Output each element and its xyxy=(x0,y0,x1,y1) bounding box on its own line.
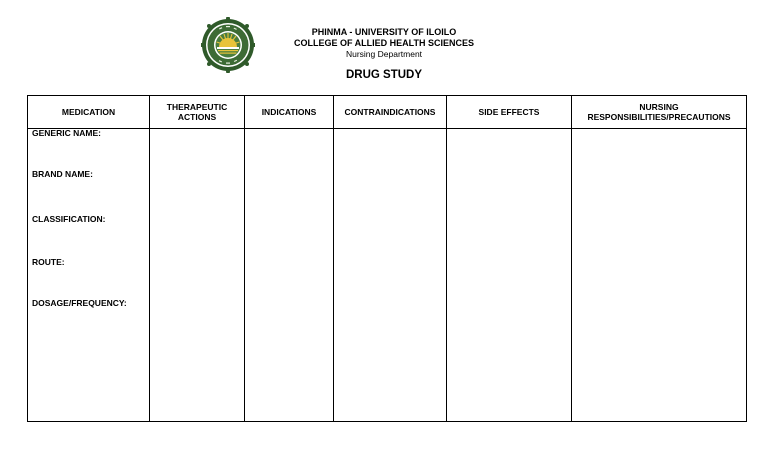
page-title: DRUG STUDY xyxy=(345,69,423,81)
column-header-indications: INDICATIONS xyxy=(245,96,334,129)
generic-name-label: GENERIC NAME: xyxy=(32,128,101,138)
therapeutic-actions-label: THERAPEUTIC ACTIONS xyxy=(166,102,228,122)
column-header-side-effects: SIDE EFFECTS xyxy=(447,96,572,129)
document-header xyxy=(284,27,484,60)
table-row xyxy=(28,129,747,422)
column-header-nursing-responsibilities xyxy=(572,96,747,129)
side-effects-cell[interactable] xyxy=(447,129,572,422)
route-label: ROUTE: xyxy=(32,257,65,267)
medication-cell[interactable] xyxy=(28,129,150,422)
column-header-contraindications: CONTRAINDICATIONS xyxy=(334,96,447,129)
column-header-medication: MEDICATION xyxy=(28,96,150,129)
table-header-row xyxy=(28,96,747,129)
column-header-therapeutic-actions xyxy=(150,96,245,129)
nursing-responsibilities-label: NURSING RESPONSIBILITIES/PRECAUTIONS xyxy=(587,102,731,122)
classification-label: CLASSIFICATION: xyxy=(32,214,106,224)
therapeutic-actions-cell[interactable] xyxy=(150,129,245,422)
university-seal-icon xyxy=(201,17,255,73)
drug-study-table xyxy=(27,95,747,422)
institution-name: PHINMA - UNIVERSITY OF ILOILO xyxy=(311,27,457,37)
contraindications-cell[interactable] xyxy=(334,129,447,422)
department-name: Nursing Department xyxy=(345,49,423,59)
nursing-responsibilities-cell[interactable] xyxy=(572,129,747,422)
dosage-frequency-label: DOSAGE/FREQUENCY: xyxy=(32,298,127,308)
college-name: COLLEGE OF ALLIED HEALTH SCIENCES xyxy=(293,38,474,48)
brand-name-label: BRAND NAME: xyxy=(32,169,93,179)
indications-cell[interactable] xyxy=(245,129,334,422)
